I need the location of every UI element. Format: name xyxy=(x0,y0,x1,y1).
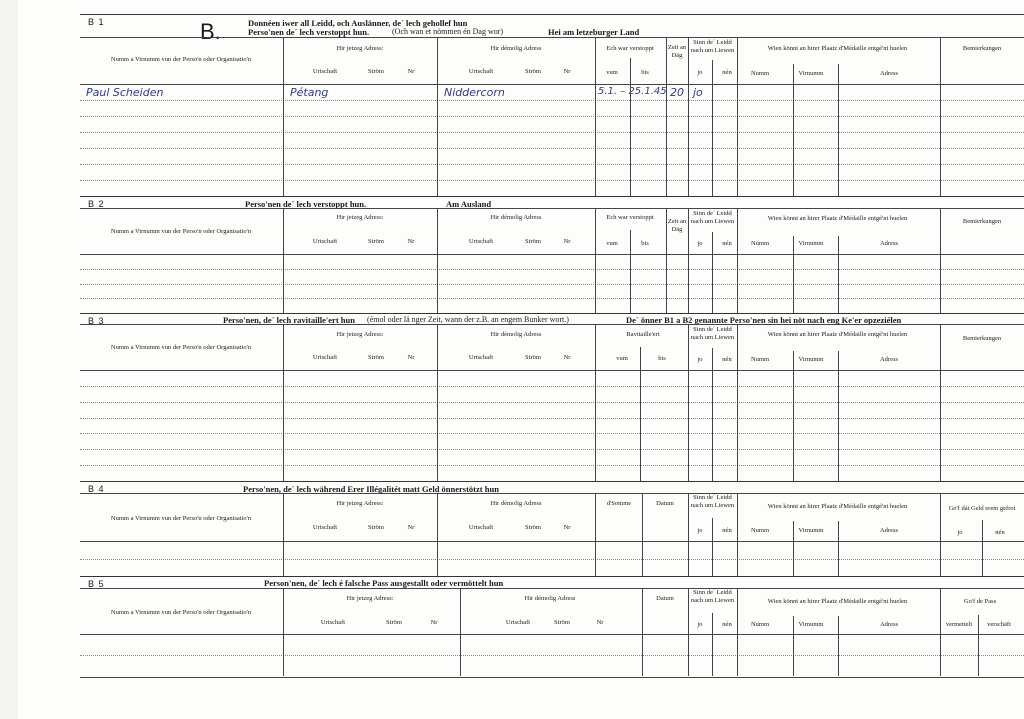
header-number: Nr xyxy=(407,354,415,361)
header-medal-first: Virnumm xyxy=(798,70,824,77)
dotted-rule xyxy=(80,298,1024,299)
col-days xyxy=(666,37,667,196)
header-locality: Urtschaft xyxy=(312,524,338,531)
header-number: Nr xyxy=(563,238,571,245)
dotted-rule xyxy=(80,418,1024,419)
header-locality: Urtschaft xyxy=(468,68,494,75)
col-remarks xyxy=(940,208,941,313)
header-yes: jo xyxy=(957,529,963,536)
col-to xyxy=(640,347,641,481)
section-title-note: (émol oder lä nger Zeit, wann der z.B. an engem Bunker wort.) xyxy=(367,315,569,324)
section-id: B 4 xyxy=(88,484,105,494)
header-medal: Wien könnt an hirer Plaatz d'Médaille entgé'nt huelen xyxy=(767,45,908,52)
header-name: Numm a Virnumm vun der Perso'n oder Organisatio'n xyxy=(110,609,252,616)
section-title: Person'nen, de´ lech é falsche Pass ausgestallt oder vermöttelt hun xyxy=(264,578,504,588)
col-no xyxy=(712,60,713,196)
header-medal-address: Adress xyxy=(879,70,899,77)
dotted-rule xyxy=(80,284,1024,285)
section-title-note: (Och wan et nömmen én Dag wor) xyxy=(392,27,504,36)
header-name: Numm a Virnumm vun der Perso'n oder Organisatio'n xyxy=(110,515,252,522)
col-medal-address xyxy=(838,351,839,481)
header-money-given: Go'f dát Geld erem gefrot xyxy=(948,505,1016,512)
col-medal-first xyxy=(793,616,794,676)
header-current-address: Hir jetzeg Adress: xyxy=(336,331,384,338)
header-number: Nr xyxy=(563,68,571,75)
section-big-letter: B. xyxy=(200,19,221,44)
header-medal: Wien könnt an hirer Plaatz d'Médaille entgé'nt huelen xyxy=(767,598,908,605)
col-medal xyxy=(737,37,738,196)
header-medal-address: Adress xyxy=(879,621,899,628)
section-title: Perso'nen, de´ lech während Erer Illégalitét matt Geld önnerstötzt hun xyxy=(243,484,499,494)
col-alive xyxy=(688,324,689,481)
header-no: nén xyxy=(722,69,732,76)
section-title-line1: Donnéen iwer all Leidd, och Auslänner, de´ lech gehollef hun xyxy=(248,18,468,28)
header-medal-address: Adress xyxy=(879,356,899,363)
header-locality: Urtschaft xyxy=(468,354,494,361)
col-medal-address xyxy=(838,236,839,313)
dotted-rule xyxy=(80,402,1024,403)
header-bottom-rule xyxy=(80,541,1024,542)
header-remarks: Bemierkungen xyxy=(962,335,1002,342)
col-medal xyxy=(737,588,738,676)
col-date xyxy=(642,588,643,676)
header-days: Zeit an Däg xyxy=(667,44,687,59)
dotted-rule xyxy=(80,559,1024,560)
col-to xyxy=(630,58,631,196)
col-medal-address xyxy=(838,616,839,676)
entry-days: 20 xyxy=(670,86,684,99)
header-no: nén xyxy=(722,621,732,628)
section-title: Perso'nen, de´ lech ravitaille'ert hun xyxy=(223,315,355,325)
header-street: Ström xyxy=(386,619,402,626)
header-locality: Urtschaft xyxy=(505,619,531,626)
col-supplied xyxy=(595,324,596,481)
header-former-address: Hir démolig Adress xyxy=(490,500,542,507)
header-alive: Sinn de´ Leidd nach um Liewen xyxy=(690,326,735,341)
section-title-place: Am Ausland xyxy=(446,199,492,209)
header-alive: Sinn de´ Leidd nach um Liewen xyxy=(690,589,735,604)
header-to: bis xyxy=(658,355,666,362)
col-former-address xyxy=(437,493,438,576)
header-alive: Sinn de´ Leidd nach um Liewen xyxy=(690,210,735,225)
header-number: Nr xyxy=(596,619,604,626)
col-current-address xyxy=(283,324,284,481)
header-yes: jo xyxy=(697,240,703,247)
header-from: vum xyxy=(616,355,628,362)
header-medal-name: Numm xyxy=(750,527,770,534)
header-yes: jo xyxy=(697,69,703,76)
dotted-rule xyxy=(80,386,1024,387)
col-medal-address xyxy=(838,521,839,576)
header-street: Ström xyxy=(525,68,541,75)
header-medal-first: Virnumm xyxy=(798,527,824,534)
dotted-rule xyxy=(80,100,1024,101)
header-no: nén xyxy=(995,529,1005,536)
header-name: Numm a Virnumm vun der Perso'n oder Organisatio'n xyxy=(110,228,252,235)
header-medal: Wien könnt an hirer Plaatz d'Médaille entgé'nt huelen xyxy=(767,503,908,510)
header-bottom-rule xyxy=(80,634,1024,635)
dotted-rule xyxy=(80,449,1024,450)
header-amount: d'Somme xyxy=(606,500,632,507)
section-id: B 3 xyxy=(88,316,105,326)
col-remarks xyxy=(940,324,941,481)
header-bottom-rule xyxy=(80,370,1024,371)
section-title-line2: Perso'nen de´ lech verstoppt hun. xyxy=(248,27,370,37)
header-current-address: Hir jetzeg Adress: xyxy=(336,500,384,507)
entry-alive: jo xyxy=(693,86,703,99)
header-yes: jo xyxy=(697,527,703,534)
header-number: Nr xyxy=(407,68,415,75)
header-yes: jo xyxy=(697,356,703,363)
section-title-place: Hei am letzeburger Land xyxy=(548,27,640,37)
col-medal xyxy=(737,208,738,313)
header-locality: Urtschaft xyxy=(320,619,346,626)
header-days: Zeit an Däg xyxy=(667,218,687,233)
header-date: Datum xyxy=(656,500,674,507)
header-top-rule xyxy=(80,37,1024,38)
header-date: Datum xyxy=(656,595,674,602)
col-pass xyxy=(940,588,941,676)
header-name: Numm a Virnumm vun der Perso'n oder Organisatio'n xyxy=(110,344,252,351)
col-remarks xyxy=(940,37,941,196)
col-former-address xyxy=(437,37,438,196)
header-name: Numm a Virnumm vun der Perso'n oder Organisatio'n xyxy=(110,56,252,63)
header-current-address: Hir jetzeg Adress: xyxy=(336,214,384,221)
header-supplied: Ravitaille'ert xyxy=(626,331,660,338)
header-top-rule xyxy=(80,208,1024,209)
col-amount xyxy=(595,493,596,576)
header-street: Ström xyxy=(525,354,541,361)
header-medal-name: Numm xyxy=(750,356,770,363)
col-hidden xyxy=(595,208,596,313)
header-street: Ström xyxy=(368,524,384,531)
header-medal-address: Adress xyxy=(879,240,899,247)
entry-period: 5.1. – 25.1.45 xyxy=(598,86,667,97)
col-medal-first xyxy=(793,64,794,196)
col-medal-first xyxy=(793,351,794,481)
header-number: Nr xyxy=(407,238,415,245)
header-hidden-from: Ech war verstoppt xyxy=(606,45,654,52)
header-yes: jo xyxy=(697,621,703,628)
col-current-address xyxy=(283,588,284,676)
dotted-rule xyxy=(80,164,1024,165)
col-medal xyxy=(737,493,738,576)
header-from: vum xyxy=(606,69,618,76)
dotted-rule xyxy=(80,132,1024,133)
col-current-address xyxy=(283,493,284,576)
dotted-rule xyxy=(80,269,1024,270)
header-street: Ström xyxy=(525,524,541,531)
col-alive xyxy=(688,37,689,196)
entry-current-locality: Pétang xyxy=(290,86,329,99)
header-medal-first: Virnumm xyxy=(798,240,824,247)
header-street: Ström xyxy=(554,619,570,626)
col-current-address xyxy=(283,37,284,196)
col-hidden xyxy=(595,37,596,196)
col-money-no xyxy=(982,520,983,576)
col-medal xyxy=(737,324,738,481)
header-medal-name: Numm xyxy=(750,240,770,247)
header-current-address: Hir jetzeg Adress: xyxy=(346,595,394,602)
header-number: Nr xyxy=(563,354,571,361)
entry-former-locality: Niddercorn xyxy=(444,86,505,99)
section-id: B 1 xyxy=(88,17,105,27)
col-date xyxy=(642,493,643,576)
header-medal-first: Virnumm xyxy=(798,356,824,363)
header-medal-address: Adress xyxy=(879,527,899,534)
section-id: B 2 xyxy=(88,199,105,209)
header-former-address: Hir démolig Adress xyxy=(490,331,542,338)
header-bottom-rule xyxy=(80,254,1024,255)
header-to: bis xyxy=(641,69,649,76)
header-top-rule xyxy=(80,493,1024,494)
header-top-rule xyxy=(80,324,1024,325)
header-created: verschäft xyxy=(987,621,1011,628)
dotted-rule xyxy=(80,148,1024,149)
dotted-rule xyxy=(80,116,1024,117)
header-alive: Sinn de´ Leidd nach um Liewen xyxy=(690,39,735,54)
col-current-address xyxy=(283,208,284,313)
header-street: Ström xyxy=(368,68,384,75)
page-margin xyxy=(0,0,18,719)
section-id: B 5 xyxy=(88,579,105,589)
col-money-given xyxy=(940,493,941,576)
header-locality: Urtschaft xyxy=(468,524,494,531)
header-bottom-rule xyxy=(80,84,1024,85)
header-locality: Urtschaft xyxy=(312,354,338,361)
header-hidden-from: Ech war verstoppt xyxy=(606,214,654,221)
header-from: vum xyxy=(606,240,618,247)
header-former-address: Hir démolig Adress xyxy=(490,45,542,52)
header-street: Ström xyxy=(368,238,384,245)
section-title: Perso'nen de´ lech verstoppt hun. xyxy=(245,199,367,209)
header-number: Nr xyxy=(430,619,438,626)
header-medal-name: Numm xyxy=(750,621,770,628)
header-pass-given: Go'f de Pass xyxy=(963,598,997,605)
header-street: Ström xyxy=(368,354,384,361)
header-former-address: Hir démolig Adress xyxy=(490,214,542,221)
header-medal: Wien könnt an hirer Plaatz d'Médaille entgé'nt huelen xyxy=(767,331,908,338)
col-pass-created xyxy=(978,615,979,676)
header-to: bis xyxy=(641,240,649,247)
col-no xyxy=(712,613,713,676)
section-title-extra: De´ önner B1 a B2 genannte Perso'nen sin hei nöt nach eng Ke'er opzeziélen xyxy=(626,315,902,325)
header-current-address: Hir jetzeg Adress: xyxy=(336,45,384,52)
header-locality: Urtschaft xyxy=(312,238,338,245)
col-former-address xyxy=(437,324,438,481)
col-to xyxy=(630,230,631,313)
dotted-rule xyxy=(80,180,1024,181)
section-b1 xyxy=(80,14,1024,197)
header-number: Nr xyxy=(407,524,415,531)
header-no: nén xyxy=(722,240,732,247)
header-no: nén xyxy=(722,527,732,534)
header-street: Ström xyxy=(525,238,541,245)
header-remarks: Bemierkungen xyxy=(962,45,1002,52)
entry-name: Paul Scheiden xyxy=(86,86,164,99)
header-locality: Urtschaft xyxy=(312,68,338,75)
dotted-rule xyxy=(80,655,1024,656)
dotted-rule xyxy=(80,465,1024,466)
header-top-rule xyxy=(80,588,1024,589)
col-medal-first xyxy=(793,236,794,313)
header-locality: Urtschaft xyxy=(468,238,494,245)
header-former-address: Hir démolig Adress xyxy=(524,595,576,602)
col-no xyxy=(712,518,713,576)
header-no: nén xyxy=(722,356,732,363)
header-medal-name: Numm xyxy=(750,70,770,77)
header-issued: vermettelt xyxy=(945,621,973,628)
col-no xyxy=(712,232,713,313)
col-former-address xyxy=(437,208,438,313)
col-medal-first xyxy=(793,521,794,576)
header-number: Nr xyxy=(563,524,571,531)
header-remarks: Bemierkungen xyxy=(962,218,1002,225)
col-no xyxy=(712,348,713,481)
section-b2 xyxy=(80,196,1024,314)
header-alive: Sinn de´ Leidd nach um Liewen xyxy=(690,494,735,509)
header-medal-first: Virnumm xyxy=(798,621,824,628)
col-former-address xyxy=(460,588,461,676)
col-medal-address xyxy=(838,64,839,196)
dotted-rule xyxy=(80,433,1024,434)
header-medal: Wien könnt an hirer Plaatz d'Médaille entgé'nt huelen xyxy=(767,215,908,222)
